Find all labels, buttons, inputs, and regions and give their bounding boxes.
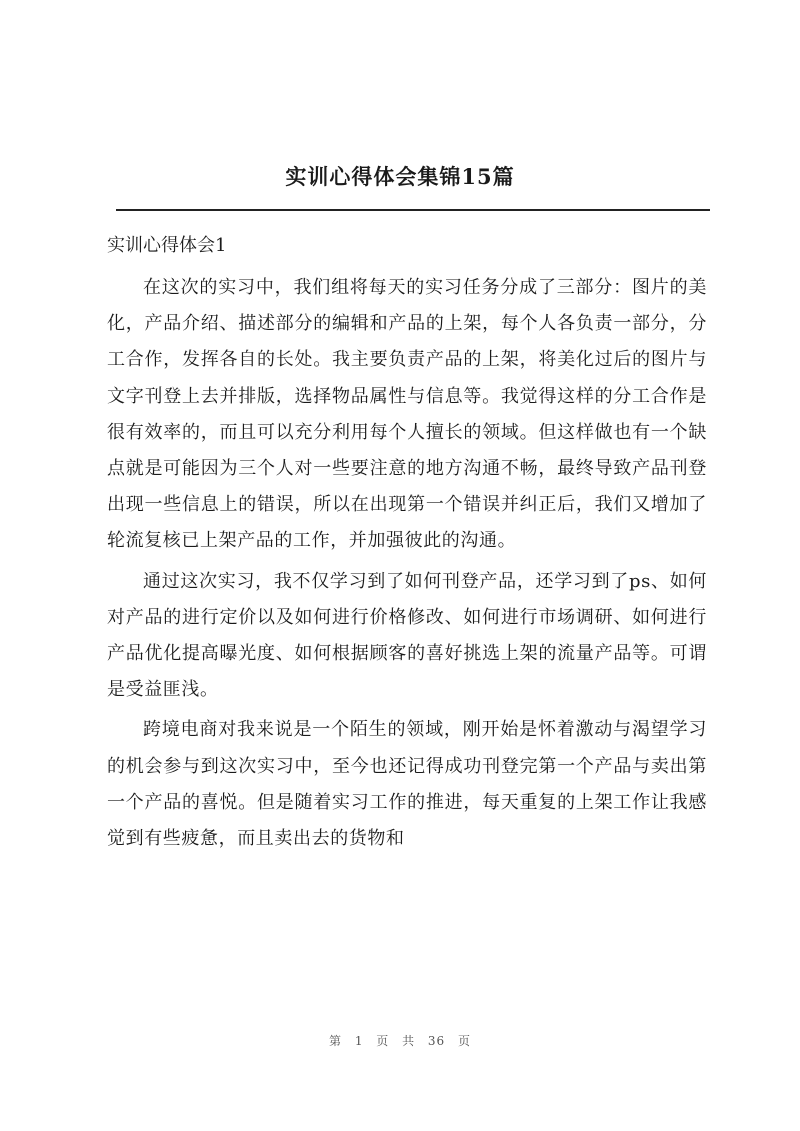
paragraph: 在这次的实习中，我们组将每天的实习任务分成了三部分：图片的美化，产品介绍、描述部分的编辑和产品的上架，每个人各负责一部分，分工合作，发挥各自的长处。我主要负责产品的上架，将美化过后的图片与文字刊登上去并排版，选择物品属性与信息等。我觉得这样的分工合作是很有效率的，而且可以充分利用每个人擅长的领域。但这样做也有一个缺点就是可能因为三个人对一些要注意的地方沟通不畅，最终导致产品刊登出现一些信息上的错误，所以在出现第一个错误并纠正后，我们又增加了轮流复核已上架产品的工作，并加强彼此的沟通。 (107, 277, 707, 552)
document-title: 实训心得体会集锦15篇 (285, 164, 515, 189)
paragraph: 跨境电商对我来说是一个陌生的领域，刚开始是怀着激动与渴望学习的机会参与到这次实习中，至今也还记得成功刊登完第一个产品与卖出第一个产品的喜悦。但是随着实习工作的推进，每天重复的上架工作让我感觉到有些疲惫，而且卖出去的货物和 (107, 719, 707, 850)
body-text (107, 270, 707, 861)
paragraph: 通过这次实习，我不仅学习到了如何刊登产品，还学习到了ps、如何对产品的进行定价以及如何进行价格修改、如何进行市场调研、如何进行产品优化提高曝光度、如何根据顾客的喜好挑选上架的流量产品等。可谓是受益匪浅。 (107, 570, 707, 701)
page-number-footer: 第 1 页 共 36 页 (329, 1034, 471, 1048)
title-divider (116, 209, 710, 211)
section-heading: 实训心得体会1 (107, 235, 227, 256)
